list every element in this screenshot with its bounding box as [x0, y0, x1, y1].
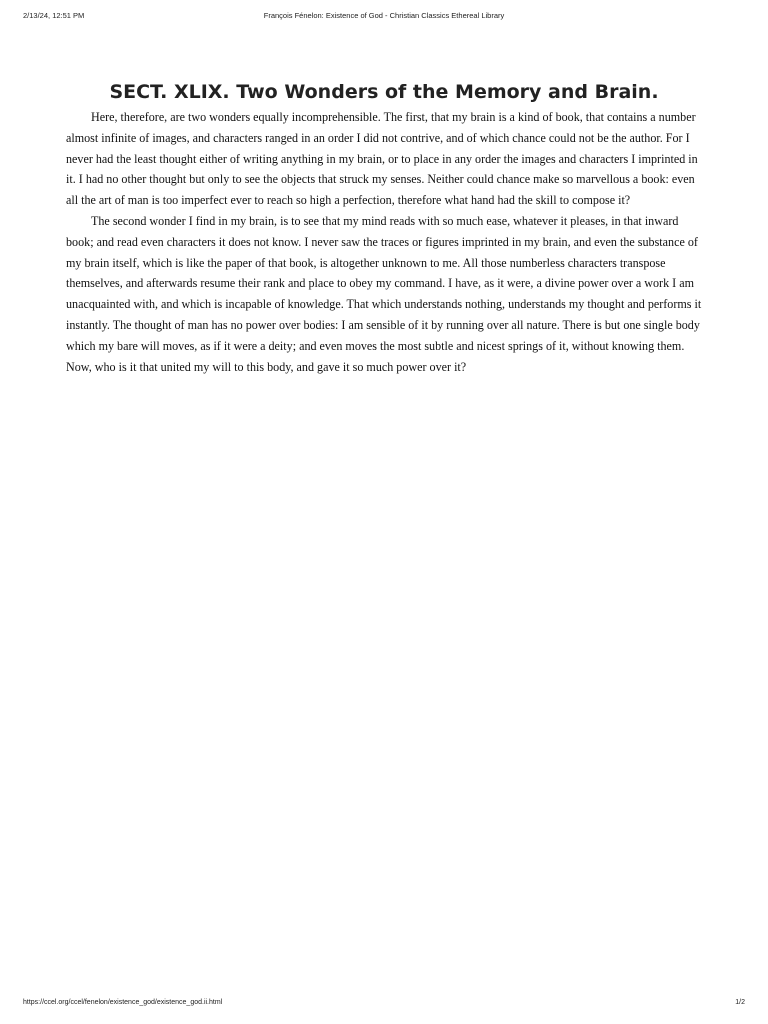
page-url: https://ccel.org/ccel/fenelon/existence_god/existence_god.ii.html — [23, 999, 223, 1006]
page-number: 1/2 — [735, 999, 745, 1006]
print-header — [23, 11, 745, 23]
section-heading: SECT. XLIX. Two Wonders of the Memory and Brain. — [109, 81, 659, 103]
article-body — [66, 79, 702, 377]
paragraph: The second wonder I find in my brain, is to see that my mind reads with so much ease, whatever it pleases, in that inward book; and read even characters it does not know. I never saw the traces or figures imprinted in my brain, and even the substance of my brain itself, which is like the paper of that book, is altogether unknown to me. All those numberless characters transpose themselves, and afterwards resume their rank and place to obey my command. I have, as it were, a divine power over a work I am unacquainted with, and which is incapable of knowledge. That which understands nothing, understands my thought and performs it instantly. The thought of man has no power over bodies: I am sensible of it by running over all nature. There is but one single body which my bare will moves, as if it were a deity; and even moves the most subtle and nicest springs of it, without knowing them. Now, who is it that united my will to this body, and gave it so much power over it? — [66, 213, 702, 374]
paragraph: Here, therefore, are two wonders equally incomprehensible. The first, that my brain is a kind of book, that contains a number almost infinite of images, and characters ranged in an order I did not contrive, and of which chance could not be the author. For I never had the least thought either of writing anything in my brain, or to place in any order the images and characters I imprinted in it. I had no other thought but only to see the objects that struck my senses. Neither could chance make so marvellous a book: even all the art of man is too imperfect ever to reach so high a perfection, therefore what hand had the skill to compose it? — [66, 110, 698, 208]
document-title: François Fénelon: Existence of God - Christian Classics Ethereal Library — [263, 11, 505, 20]
print-footer — [23, 999, 745, 1011]
print-datetime: 2/13/24, 12:51 PM — [23, 11, 85, 20]
